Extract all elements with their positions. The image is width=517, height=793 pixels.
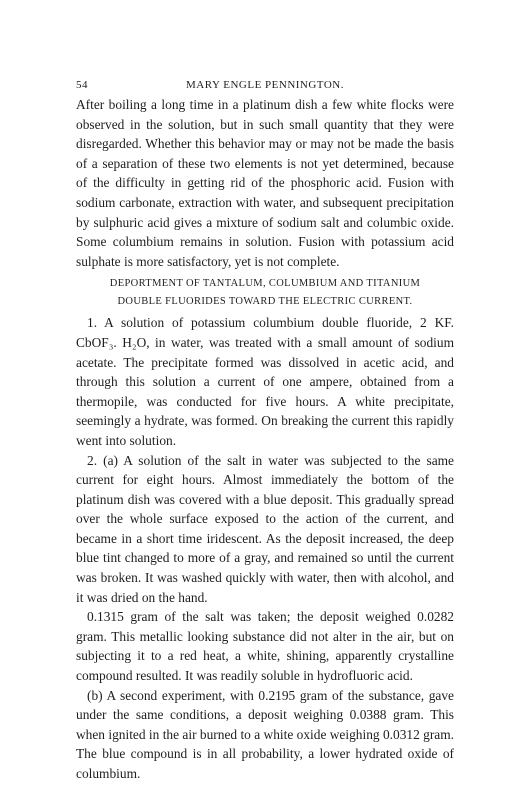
section-heading-line-1: DEPORTMENT OF TANTALUM, COLUMBIUM AND TITANIUM [109, 278, 421, 290]
paragraph-experiment-2a-result: 0.1315 gram of the salt was taken; the deposit weighed 0.0282 gram. This metallic looking substance did not alter in the air, but on subjecting it to a red heat, a white, shining, apparently crystalline compound resulted. It was readily soluble in hydrofluoric acid. [76, 609, 454, 684]
paragraph-experiment-1: 1. A solution of potassium columbium double fluoride, 2 KF. CbOF₃. H₂O, in water, was treated with a small amount of sodium acetate. The precipitate formed was dissolved in acetic acid, and through this solution a current of one ampere, obtained from a thermopile, was conducted for five hours. A white precipitate, seemingly a hydrate, was formed. On breaking the current this rapidly went into solution. [76, 315, 454, 448]
paragraph-experiment-2a: 2. (a) A solution of the salt in water was subjected to the same current for eight hours. Almost immediately the bottom of the platinum dish was covered with a blue deposit. This gradually spread over the whole surface exposed to the action of the current, and became in a short time iridescent. As the deposit increased, the deep blue tint changed to more of a gray, and remained so until the current was broken. It was washed quickly with water, then with alcohol, and it was dried on the hand. [76, 452, 454, 605]
section-heading [76, 275, 454, 311]
running-title: MARY ENGLE PENNINGTON. [186, 79, 344, 91]
page-header [76, 79, 454, 95]
paragraph-experiment-2b: (b) A second experiment, with 0.2195 gram of the substance, gave under the same conditions, a deposit weighing 0.0388 gram. This when ignited in the air burned to a white oxide weighing 0.0312 gram. The blue compound is in all probability, a lower hydrated oxide of columbium. [76, 687, 454, 781]
section-heading-line-2: DOUBLE FLUORIDES TOWARD THE ELECTRIC CURRENT. [117, 296, 413, 308]
page-number: 54 [76, 79, 88, 91]
page-body [76, 95, 454, 784]
paragraph-continued: After boiling a long time in a platinum dish a few white flocks were observed in the solution, but in such small quantity that they were disregarded. Whether this behavior may or may not be made the basis of a separation of these two elements is not yet determined, because of the difficulty in getting rid of the phosphoric acid. Fusion with sodium carbonate, extraction with water, and subsequent precipitation by sulphuric acid gives a mixture of sodium salt and columbic oxide. Some columbium remains in solution. Fusion with potassium acid sulphate is more satisfactory, yet is not complete. [76, 97, 454, 269]
